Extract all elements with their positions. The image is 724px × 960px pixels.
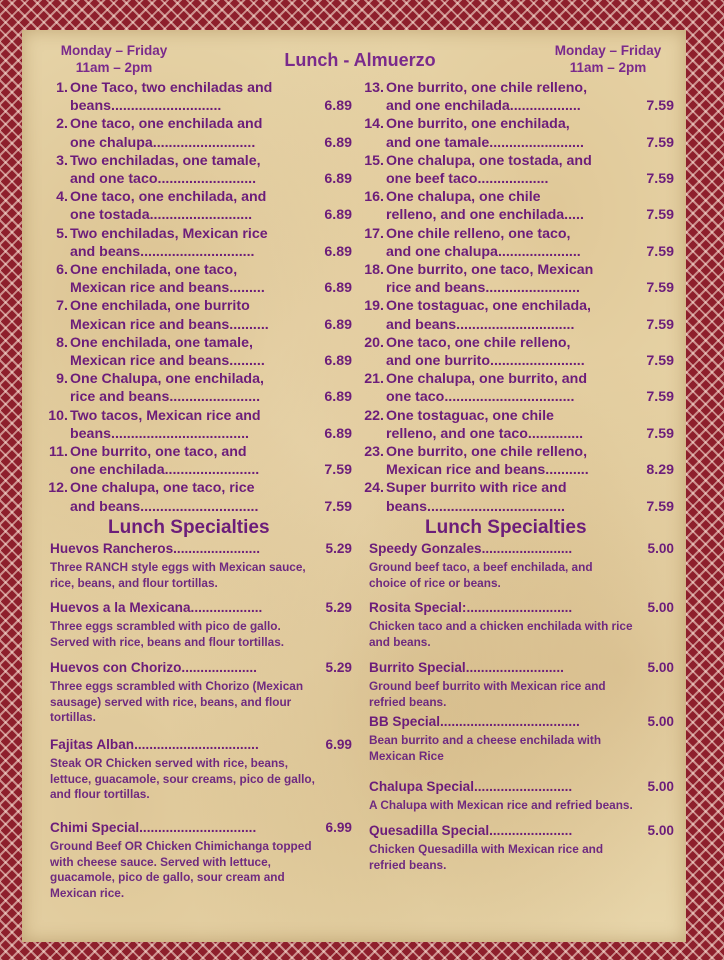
combo-item	[360, 225, 674, 262]
combo-item	[44, 225, 352, 262]
combo-number: 10.	[48, 407, 68, 424]
combo-line2: and beans..............................	[386, 316, 575, 333]
combo-price: 7.59	[646, 389, 674, 406]
combo-number: 23.	[364, 444, 384, 460]
combo-item	[360, 334, 674, 371]
combo-line2: and one enchilada..................	[386, 98, 581, 115]
combo-item	[44, 79, 352, 116]
combo-line1: One taco, one chile relleno,	[386, 334, 571, 351]
combo-item	[44, 297, 352, 334]
combo-price: 7.59	[646, 170, 674, 187]
combo-line2: beans...................................	[70, 425, 249, 442]
specialty-name: Speedy Gonzales........................	[369, 541, 573, 556]
combo-price: 6.89	[324, 134, 352, 151]
specialty-description: Ground beef burrito with Mexican rice and refried beans.	[369, 679, 606, 709]
specialty-price: 5.29	[325, 660, 352, 675]
combo-price: 7.59	[646, 134, 674, 151]
combo-line2: and one chalupa.....................	[386, 243, 581, 260]
specialty-name: Huevos Rancheros.......................	[50, 541, 261, 556]
combo-item	[44, 152, 352, 189]
combo-line1: One Chalupa, one enchilada,	[70, 371, 264, 388]
specialty-name: Rosita Special:............................	[369, 600, 573, 615]
combo-number: 14.	[364, 116, 384, 133]
specialty-description: Chicken Quesadilla with Mexican rice and refried beans.	[369, 842, 604, 872]
combo-line2: relleno, and one taco..............	[386, 425, 584, 442]
combo-line2: and one tamale........................	[386, 134, 584, 151]
combo-line2: one beef taco..................	[386, 170, 549, 187]
combo-number: 7.	[56, 298, 68, 315]
specialty-price: 5.00	[647, 714, 674, 729]
combo-item	[360, 261, 674, 298]
combo-line2: and beans.............................	[70, 243, 255, 260]
combo-line1: One burrito, one taco, and	[70, 444, 247, 460]
time-right: 11am – 2pm	[569, 60, 647, 75]
combo-line1: One burrito, one enchilada,	[386, 116, 570, 133]
specialty-price: 5.00	[647, 660, 674, 675]
combo-line1: One chile relleno, one taco,	[386, 225, 571, 242]
combo-line1: Super burrito with rice and	[386, 480, 567, 497]
specialty-name: Chalupa Special..........................	[369, 779, 573, 794]
combo-line2: rice and beans........................	[386, 280, 580, 297]
combo-number: 1.	[56, 80, 68, 96]
combo-line2: Mexican rice and beans.........	[70, 280, 265, 297]
days-left: Monday – Friday	[60, 43, 168, 58]
combo-item	[360, 188, 674, 225]
combo-number: 19.	[364, 298, 384, 315]
combo-line1: One chalupa, one burrito, and	[386, 371, 588, 388]
menu-title: Lunch - Almuerzo	[284, 50, 436, 70]
specialty-description: Chicken taco and a chicken enchilada with rice and beans.	[369, 619, 633, 649]
combo-line1: One burrito, one taco, Mexican	[386, 262, 594, 278]
combo-item	[360, 297, 674, 334]
combo-line2: one enchilada........................	[70, 462, 260, 479]
combo-number: 12.	[48, 480, 68, 497]
combo-number: 17.	[364, 225, 384, 242]
combo-item	[44, 370, 352, 407]
combo-item	[44, 334, 352, 371]
specialty-price: 5.00	[647, 541, 674, 556]
combo-line1: One enchilada, one tamale,	[70, 334, 253, 351]
specialty-price: 6.99	[325, 820, 352, 835]
specialty-name: Burrito Special..........................	[369, 660, 564, 675]
combo-item	[44, 479, 352, 516]
combo-item	[44, 443, 352, 480]
combo-price: 7.59	[646, 207, 674, 224]
combo-price: 6.89	[324, 425, 352, 442]
combo-number: 16.	[364, 189, 384, 206]
time-left: 11am – 2pm	[75, 60, 153, 75]
combo-line1: One tostaguac, one chile	[386, 407, 554, 424]
hours-left	[44, 42, 184, 76]
specialty-price: 6.99	[325, 737, 352, 752]
combo-line2: Mexican rice and beans.........	[70, 352, 265, 369]
specialty-price: 5.29	[325, 541, 352, 556]
combo-line2: and one burrito........................	[386, 352, 585, 369]
combo-line1: One burrito, one chile relleno,	[386, 444, 588, 460]
combo-number: 5.	[56, 225, 68, 242]
specialties-heading-right: Lunch Specialties	[425, 517, 587, 538]
combo-line2: beans............................	[70, 98, 222, 115]
combo-number: 13.	[364, 80, 384, 96]
combo-line1: One enchilada, one burrito	[70, 298, 250, 315]
combo-line1: Two tacos, Mexican rice and	[70, 407, 261, 424]
combo-item	[360, 370, 674, 407]
combo-price: 6.89	[324, 98, 352, 115]
combo-price: 6.89	[324, 243, 352, 260]
specialty-name: Huevos a la Mexicana...................	[50, 600, 263, 615]
combo-number: 11.	[49, 444, 68, 460]
specialty-name: Quesadilla Special......................	[369, 823, 573, 838]
specialty-description: Ground Beef OR Chicken Chimichanga topped with cheese sauce. Served with lettuce, guacamole, pico de gallo, sour cream and Mexican rice.	[50, 839, 312, 900]
combo-item	[360, 115, 674, 152]
combo-line2: rice and beans.......................	[70, 389, 261, 406]
combo-number: 6.	[56, 262, 68, 278]
specialty-description: Bean burrito and a cheese enchilada with Mexican Rice	[369, 733, 602, 763]
combo-item	[44, 188, 352, 225]
specialty-name: Fajitas Alban.................................	[50, 737, 259, 752]
combo-number: 2.	[56, 116, 68, 133]
combo-price: 7.59	[646, 316, 674, 333]
specialty-price: 5.29	[325, 600, 352, 615]
combo-number: 8.	[56, 334, 68, 351]
combo-price: 7.59	[324, 498, 352, 515]
combo-line1: One burrito, one chile relleno,	[386, 80, 588, 96]
specialties-heading-left: Lunch Specialties	[108, 517, 270, 538]
combo-price: 6.89	[324, 316, 352, 333]
combo-price: 6.89	[324, 170, 352, 187]
combo-number: 20.	[364, 334, 384, 351]
hours-right	[538, 42, 678, 76]
combo-number: 15.	[364, 152, 384, 169]
combo-price: 7.59	[646, 425, 674, 442]
specialty-description: Steak OR Chicken served with rice, beans, lettuce, guacamole, sour creams, pico de gallo, and flour tortillas.	[50, 756, 315, 802]
specialty-name: Huevos con Chorizo....................	[50, 660, 257, 675]
combo-line1: Two enchiladas, one tamale,	[70, 152, 261, 169]
combo-line1: One chalupa, one tostada, and	[386, 152, 592, 169]
combo-line1: One chalupa, one chile	[386, 189, 541, 206]
combo-item	[360, 443, 674, 480]
combo-number: 18.	[364, 262, 384, 278]
combo-item	[360, 152, 674, 189]
combo-price: 6.89	[324, 389, 352, 406]
combo-line1: Two enchiladas, Mexican rice	[70, 225, 268, 242]
combo-price: 7.59	[646, 352, 674, 369]
combo-line1: One taco, one enchilada, and	[70, 189, 267, 206]
combo-price: 6.89	[324, 207, 352, 224]
specialty-item	[50, 660, 352, 740]
combo-line2: one taco.................................	[386, 389, 575, 406]
specialty-item	[369, 823, 674, 903]
combo-line2: and one taco.........................	[70, 170, 257, 187]
combo-number: 9.	[56, 371, 68, 388]
specialty-item	[50, 820, 352, 900]
combo-item	[360, 407, 674, 444]
combo-line2: beans...................................	[386, 498, 565, 515]
combo-line2: Mexican rice and beans...........	[386, 462, 589, 479]
combo-line2: Mexican rice and beans..........	[70, 316, 269, 333]
combo-line1: One Taco, two enchiladas and	[70, 80, 273, 96]
combo-line1: One tostaguac, one enchilada,	[386, 298, 591, 315]
combo-line1: One taco, one enchilada and	[70, 116, 263, 133]
specialty-price: 5.00	[647, 779, 674, 794]
combo-price: 7.59	[646, 280, 674, 297]
combo-line2: one chalupa..........................	[70, 134, 256, 151]
combo-number: 24.	[364, 480, 384, 497]
combo-item	[44, 115, 352, 152]
combo-line1: One chalupa, one taco, rice	[70, 480, 255, 497]
combo-price: 8.29	[646, 462, 674, 479]
combo-price: 6.89	[324, 280, 352, 297]
combo-item	[44, 407, 352, 444]
combo-number: 22.	[364, 407, 384, 424]
combo-item	[360, 479, 674, 516]
specialty-name: Chimi Special...............................	[50, 820, 257, 835]
combo-item	[360, 79, 674, 116]
combo-line2: one tostada..........................	[70, 207, 253, 224]
combo-line2: and beans..............................	[70, 498, 259, 515]
specialty-item	[50, 737, 352, 817]
specialty-description: Ground beef taco, a beef enchilada, and choice of rice or beans.	[369, 560, 593, 590]
specialty-description: Three eggs scrambled with Chorizo (Mexican sausage) served with rice, beans, and flour tortillas.	[50, 679, 304, 725]
specialty-description: Three eggs scrambled with pico de gallo. Served with rice, beans and flour tortillas.	[50, 619, 285, 649]
combo-number: 3.	[56, 152, 68, 169]
specialty-description: A Chalupa with Mexican rice and refried beans.	[369, 798, 633, 812]
combo-number: 21.	[364, 371, 384, 388]
specialty-price: 5.00	[647, 600, 674, 615]
combo-line2: relleno, and one enchilada.....	[386, 207, 584, 224]
combo-price: 7.59	[646, 243, 674, 260]
combo-line1: One enchilada, one taco,	[70, 262, 238, 278]
specialty-name: BB Special.....................................	[369, 714, 580, 729]
specialty-description: Three RANCH style eggs with Mexican sauce, rice, beans, and flour tortillas.	[50, 560, 306, 590]
combo-price: 7.59	[324, 462, 352, 479]
combo-price: 7.59	[646, 98, 674, 115]
combo-number: 4.	[56, 189, 68, 206]
specialty-price: 5.00	[647, 823, 674, 838]
combo-price: 6.89	[324, 352, 352, 369]
days-right: Monday – Friday	[554, 43, 662, 58]
combo-item	[44, 261, 352, 298]
combo-price: 7.59	[646, 498, 674, 515]
